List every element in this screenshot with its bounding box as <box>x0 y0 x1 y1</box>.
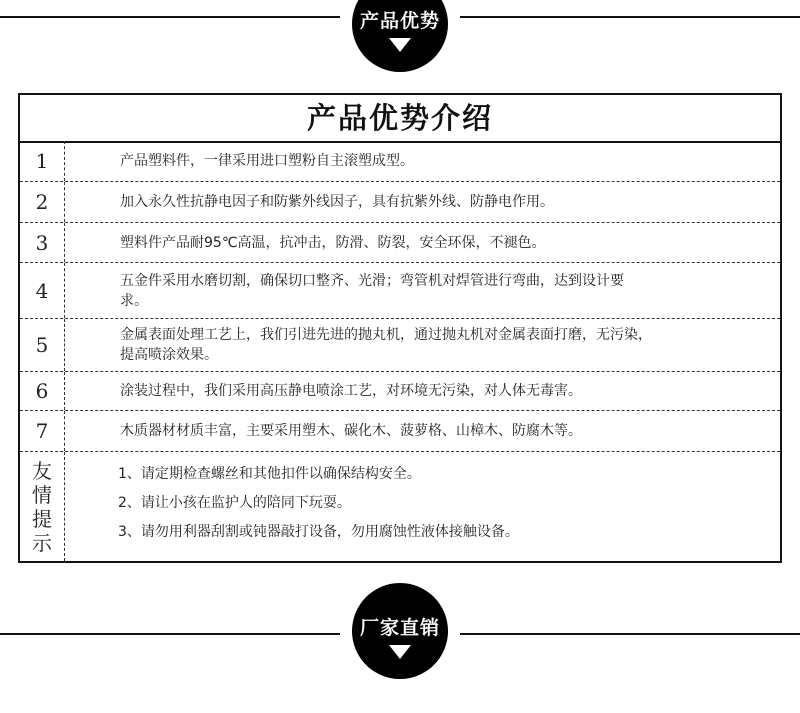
tip-item: 3、请勿用利器刮割或钝器敲打设备，勿用腐蚀性液体接触设备。 <box>118 524 519 540</box>
divider-line <box>460 633 800 635</box>
tips-list <box>118 460 519 547</box>
row-text: 涂装过程中，我们采用高压静电喷涂工艺，对环境无污染，对人体无毒害。 <box>120 383 582 399</box>
down-arrow-icon <box>389 645 411 659</box>
tips-label-char: 提 <box>32 506 52 531</box>
panel-body <box>20 141 780 561</box>
panel-title: 产品优势介绍 <box>20 95 780 143</box>
row-number: 7 <box>20 411 65 451</box>
divider-line <box>0 16 340 18</box>
table-row <box>20 372 780 411</box>
row-number: 4 <box>20 263 65 318</box>
tips-label-char: 友 <box>32 458 52 483</box>
header-badge <box>352 583 448 679</box>
row-number: 6 <box>20 372 65 410</box>
section-header-advantages <box>0 0 800 96</box>
divider-line <box>460 16 800 18</box>
tips-label <box>20 452 65 561</box>
tip-item: 2、请让小孩在监护人的陪同下玩耍。 <box>118 495 351 511</box>
tips-label-char: 示 <box>32 530 52 555</box>
section-header-factory-direct <box>0 617 800 713</box>
table-row <box>20 223 780 263</box>
row-text: 金属表面处理工艺上，我们引进先进的抛丸机，通过抛丸机对金属表面打磨，无污染，提高喷涂效果。 <box>120 327 652 363</box>
tip-item: 1、请定期检查螺丝和其他扣件以确保结构安全。 <box>118 466 421 482</box>
row-number: 5 <box>20 319 65 371</box>
table-row <box>20 411 780 452</box>
row-text: 五金件采用水磨切割，确保切口整齐、光滑；弯管机对焊管进行弯曲，达到设计要求。 <box>120 272 624 309</box>
badge-title: 厂家直销 <box>359 617 440 639</box>
table-row <box>20 182 780 223</box>
tips-label-char: 情 <box>32 482 52 507</box>
table-row <box>20 263 780 319</box>
row-number: 3 <box>20 223 65 262</box>
row-text: 加入永久性抗静电因子和防紫外线因子，具有抗紫外线、防静电作用。 <box>120 194 554 210</box>
table-row <box>20 141 780 182</box>
header-badge <box>352 0 448 72</box>
divider-line <box>0 633 340 635</box>
row-number: 1 <box>20 141 65 181</box>
row-text: 塑料件产品耐95℃高温，抗冲击，防滑、防裂，安全环保，不褪色。 <box>120 234 546 251</box>
row-text: 产品塑料件，一律采用进口塑粉自主滚塑成型。 <box>120 153 414 169</box>
row-text: 木质器材材质丰富，主要采用塑木、碳化木、菠萝格、山樟木、防腐木等。 <box>120 423 582 439</box>
tips-row <box>20 452 780 561</box>
down-arrow-icon <box>389 38 411 52</box>
table-row <box>20 319 780 372</box>
badge-title: 产品优势 <box>359 10 440 32</box>
row-number: 2 <box>20 182 65 222</box>
advantages-table <box>18 93 782 563</box>
